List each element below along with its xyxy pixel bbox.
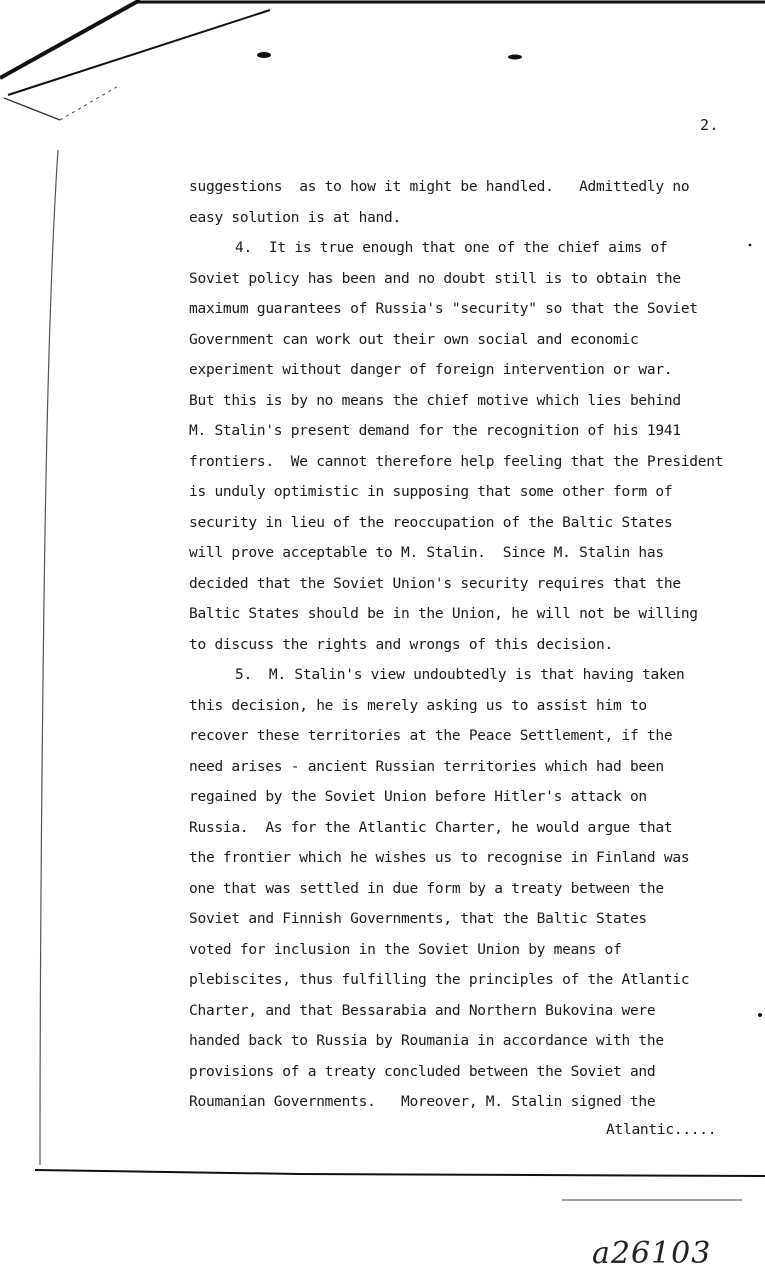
text-line: But this is by no means the chief motive which lies behind <box>189 392 681 409</box>
text-line: plebiscites, thus fulfilling the principles of the Atlantic <box>189 972 690 988</box>
catchword: Atlantic..... <box>606 1122 717 1138</box>
text-line: voted for inclusion in the Soviet Union by means of <box>189 941 622 958</box>
text-line: need arises - ancient Russian territories which had been <box>189 758 664 775</box>
paragraph-4-start: 4. It is true enough that one of the chief aims of <box>235 240 668 256</box>
text-line: handed back to Russia by Roumania in accordance with the <box>189 1033 664 1049</box>
text-line: M. Stalin's present demand for the recognition of his 1941 <box>189 423 681 439</box>
text-line: is unduly optimistic in supposing that some other form of <box>189 484 673 500</box>
text-line: easy solution is at hand. <box>189 209 401 226</box>
text-line: will prove acceptable to M. Stalin. Since M. Stalin has <box>189 545 664 561</box>
text-line: maximum guarantees of Russia's "security" so that the Soviet <box>189 301 698 317</box>
text-line: Russia. As for the Atlantic Charter, he would argue that <box>189 819 673 836</box>
page-number: 2. <box>700 116 720 134</box>
text-line: suggestions as to how it might be handled. Admittedly no <box>189 179 690 195</box>
text-line: Roumanian Governments. Moreover, M. Stalin signed the <box>189 1094 656 1110</box>
text-line: the frontier which he wishes us to recognise in Finland was <box>189 850 690 866</box>
text-line: this decision, he is merely asking us to assist him to <box>189 697 647 714</box>
text-line: Government can work out their own social and economic <box>189 331 639 348</box>
text-line: provisions of a treaty concluded between the Soviet and <box>189 1063 656 1080</box>
text-line: frontiers. We cannot therefore help feeling that the President <box>189 453 724 470</box>
text-line: Soviet and Finnish Governments, that the Baltic States <box>189 911 647 927</box>
text-line: to discuss the rights and wrongs of this decision. <box>189 636 613 653</box>
paragraph-5-start: 5. M. Stalin's view undoubtedly is that having taken <box>235 667 685 683</box>
text-line: Soviet policy has been and no doubt still is to obtain the <box>189 270 681 287</box>
text-line: one that was settled in due form by a treaty between the <box>189 880 664 897</box>
text-line: security in lieu of the reoccupation of the Baltic States <box>189 514 673 531</box>
text-line: Charter, and that Bessarabia and Northern Bukovina were <box>189 1002 656 1019</box>
text-line: experiment without danger of foreign intervention or war. <box>189 362 673 378</box>
body-text <box>189 172 765 1118</box>
text-line: Baltic States should be in the Union, he will not be willing <box>189 606 698 622</box>
text-line: regained by the Soviet Union before Hitler's attack on <box>189 789 647 805</box>
text-line: recover these territories at the Peace Settlement, if the <box>189 728 673 744</box>
text-line: decided that the Soviet Union's security requires that the <box>189 575 681 592</box>
handwritten-archive-number: a26103 <box>592 1236 712 1271</box>
